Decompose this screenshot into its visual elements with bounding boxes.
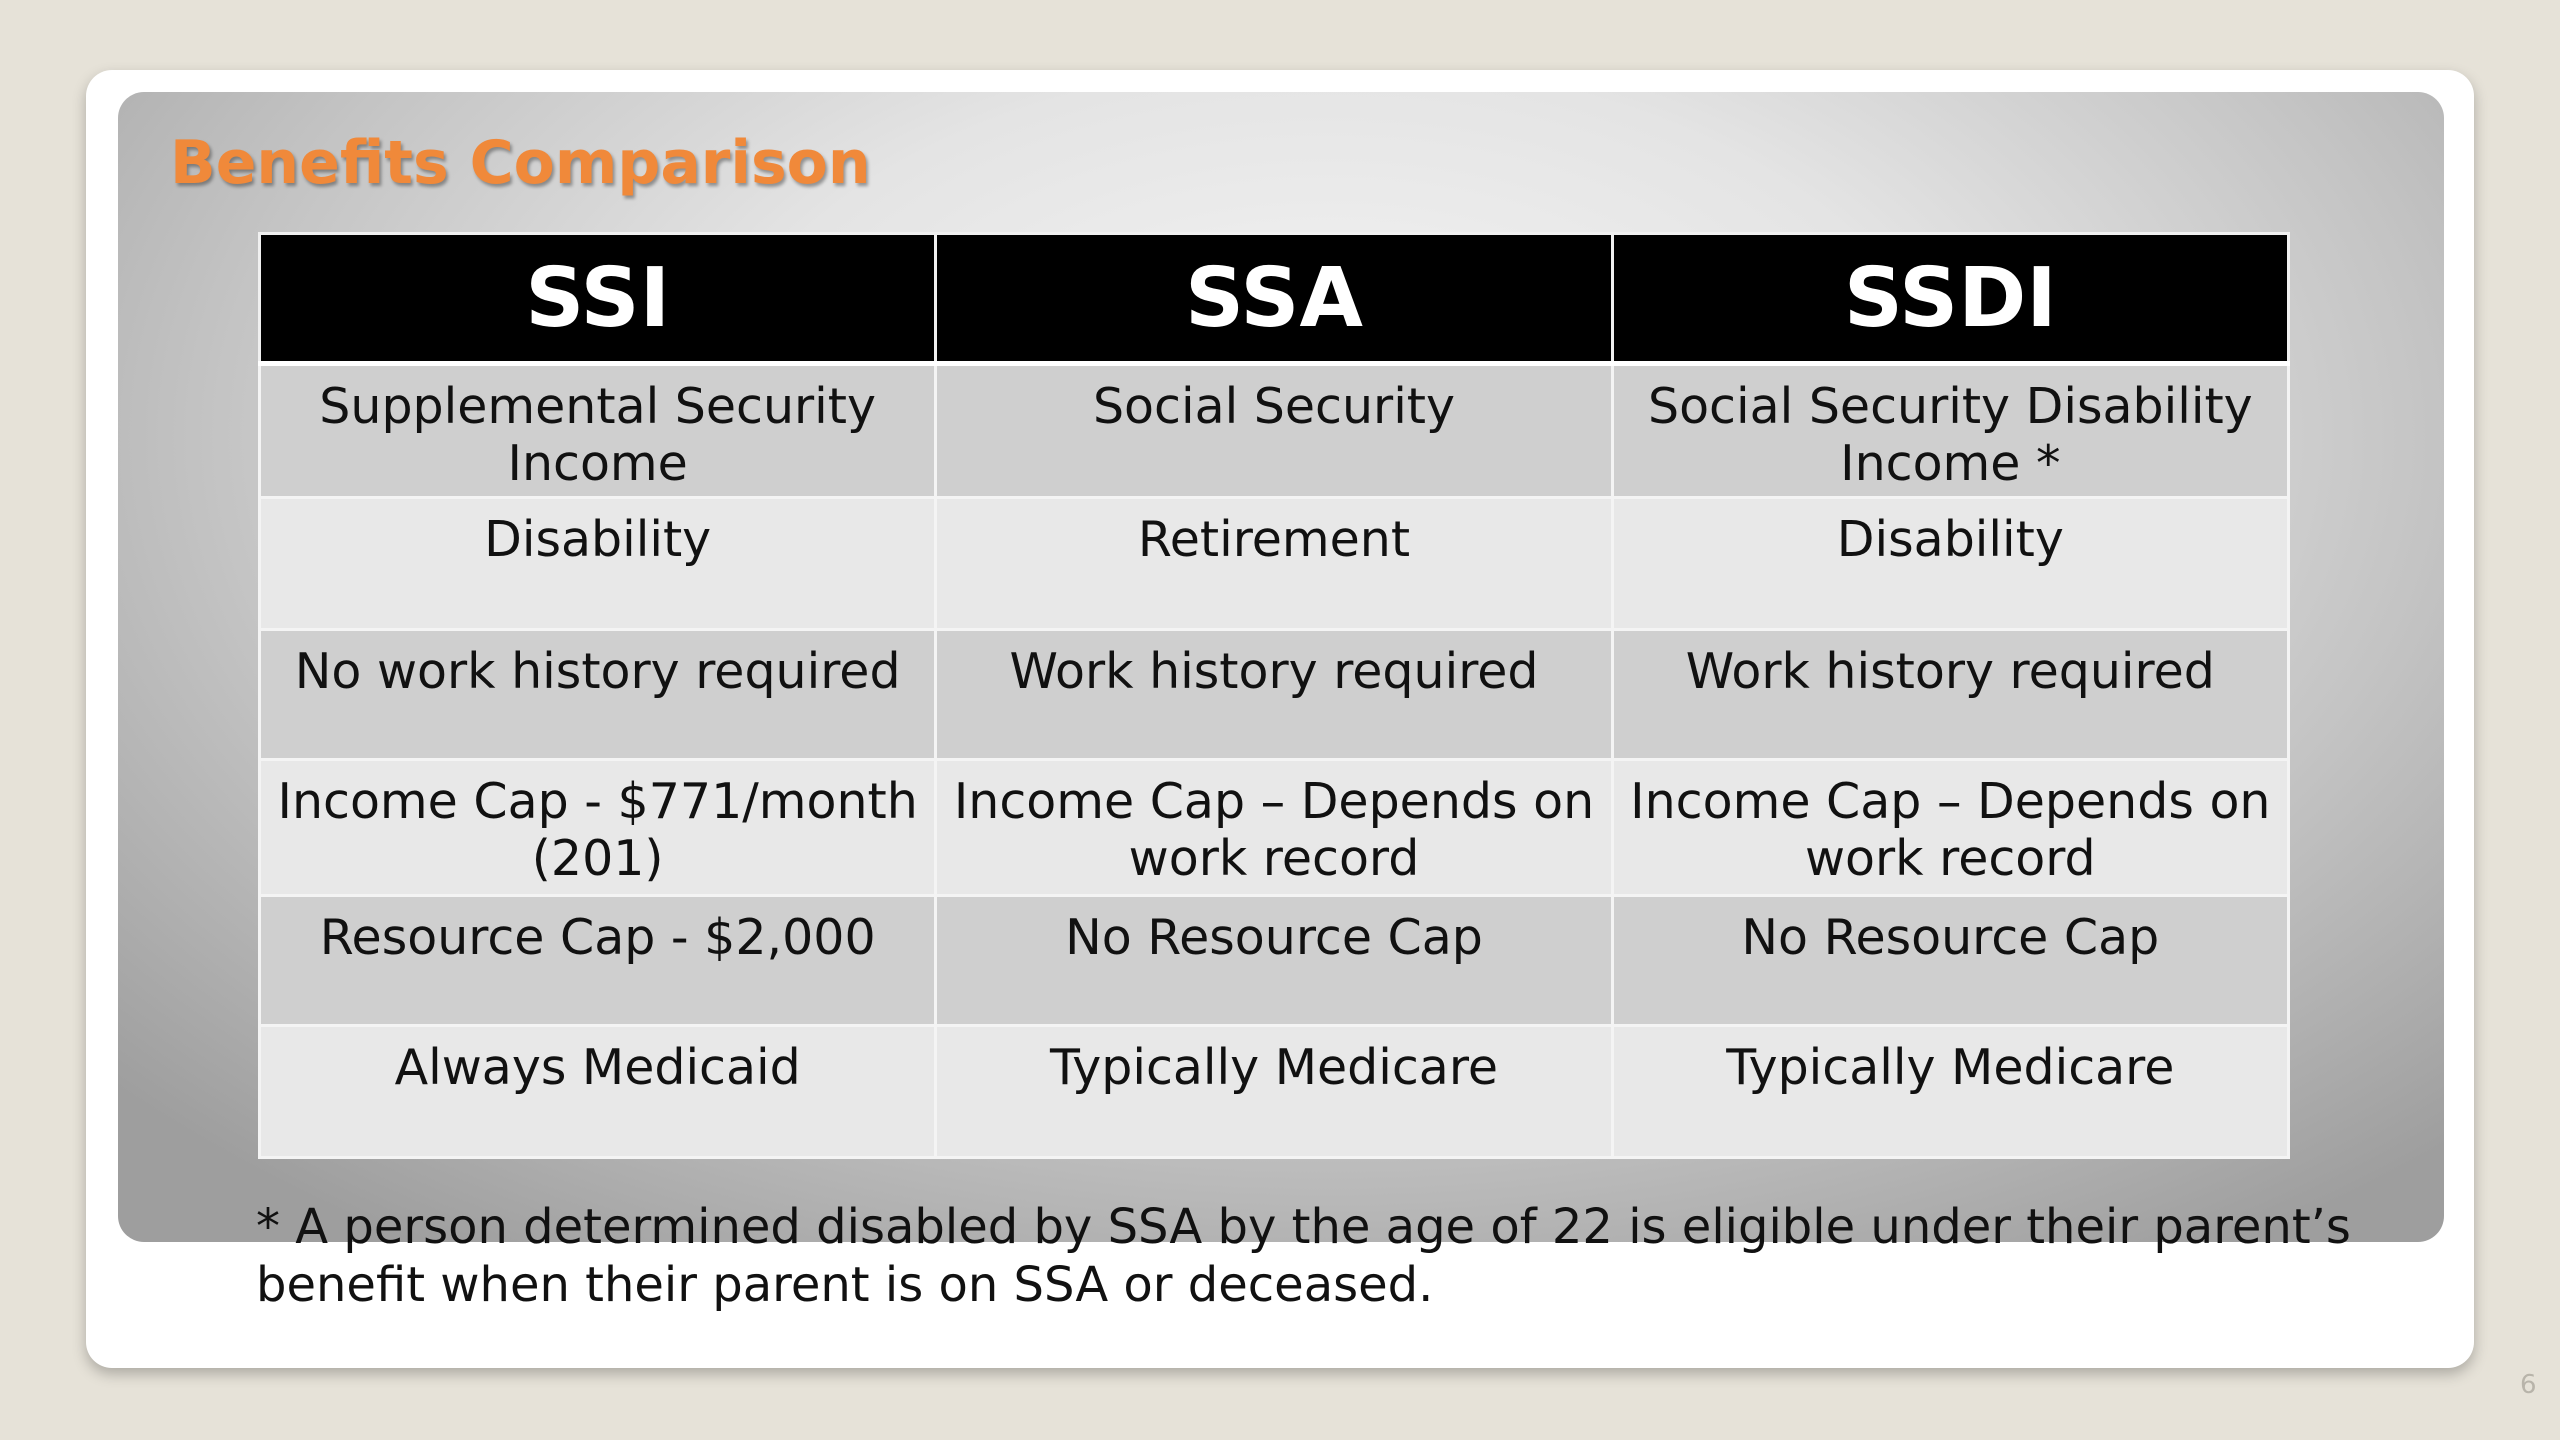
table-cell: No work history required [260, 630, 936, 760]
table-row [260, 630, 2289, 760]
table-cell: Retirement [936, 498, 1612, 630]
table-cell: Income Cap - $771/month (201) [260, 760, 936, 896]
table-cell: Supplemental Security Income [260, 364, 936, 498]
table-cell: No Resource Cap [936, 896, 1612, 1026]
table-cell: Disability [260, 498, 936, 630]
table-cell: Social Security [936, 364, 1612, 498]
table-header-row [260, 234, 2289, 364]
benefits-comparison-table [258, 232, 2290, 1159]
table-cell: Disability [1612, 498, 2288, 630]
table-row [260, 760, 2289, 896]
header-ssi: SSI [260, 234, 936, 364]
header-ssa: SSA [936, 234, 1612, 364]
table-cell: Income Cap – Depends on work record [1612, 760, 2288, 896]
table-row [260, 498, 2289, 630]
table-cell: Always Medicaid [260, 1026, 936, 1158]
header-ssdi: SSDI [1612, 234, 2288, 364]
table-cell: Income Cap – Depends on work record [936, 760, 1612, 896]
table-cell: Typically Medicare [1612, 1026, 2288, 1158]
footnote: * A person determined disabled by SSA by the age of 22 is eligible under their parent’s benefit when their parent is on SSA or deceased. [256, 1199, 2351, 1313]
table-cell: No Resource Cap [1612, 896, 2288, 1026]
table-cell: Work history required [1612, 630, 2288, 760]
page-number: 6 [2520, 1370, 2537, 1400]
table-cell: Work history required [936, 630, 1612, 760]
slide-card [86, 70, 2474, 1368]
table-cell: Social Security Disability Income * [1612, 364, 2288, 498]
table-row [260, 896, 2289, 1026]
table-row [260, 1026, 2289, 1158]
table-cell: Resource Cap - $2,000 [260, 896, 936, 1026]
slide-title: Benefits Comparison [170, 128, 871, 198]
table-cell: Typically Medicare [936, 1026, 1612, 1158]
table-row [260, 364, 2289, 498]
content-panel [118, 92, 2444, 1242]
